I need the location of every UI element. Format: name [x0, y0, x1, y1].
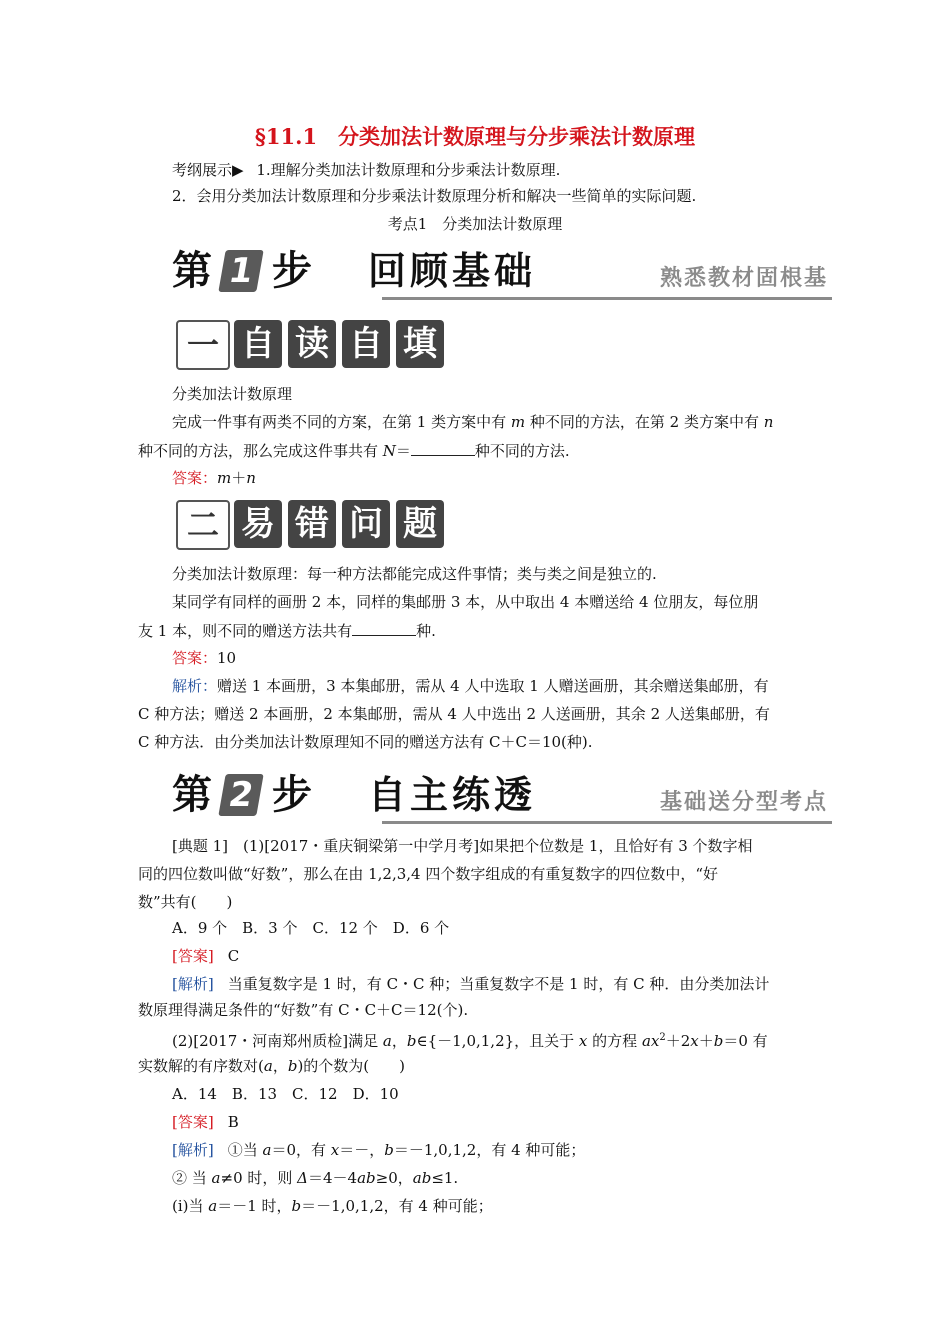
- section1-char: 填: [396, 320, 444, 368]
- answer-value: B: [227, 1113, 239, 1131]
- var-b: b: [384, 1141, 394, 1159]
- step2-suffix: 步: [272, 772, 314, 818]
- page-title: §11.1 分类加法计数原理与分步乘法计数原理: [254, 124, 696, 149]
- s2-question-line-2: [138, 620, 436, 641]
- s2-question-line-1: 某同学有同样的画册 2 本，同样的集邮册 3 本，从中取出 4 本赠送给 4 位朋友，每位朋: [172, 593, 759, 611]
- text: ＝: [395, 442, 411, 460]
- step2-rule: [382, 821, 832, 824]
- var-ax: ax: [641, 1032, 660, 1050]
- var-m: m: [217, 469, 232, 487]
- step1-number: 1: [218, 250, 263, 292]
- q1-analysis-line-1: [172, 974, 769, 994]
- s1-topic: 分类加法计数原理: [172, 385, 293, 403]
- text: 种不同的方法，在第 2 类方案中有: [525, 413, 764, 431]
- text: ＝0 有: [723, 1032, 768, 1050]
- text: ＝0，有: [271, 1141, 331, 1159]
- text: ∈{－1,0,1,2}，且关于: [416, 1032, 579, 1050]
- var-a: a: [211, 1169, 221, 1187]
- section1-banner: [176, 320, 456, 368]
- var-b: b: [406, 1032, 417, 1050]
- q2-answer: [172, 1112, 239, 1132]
- var-b: b: [291, 1197, 302, 1215]
- text: ，: [391, 1032, 407, 1050]
- section2-banner: [176, 500, 456, 548]
- var-ab: ab: [357, 1169, 376, 1187]
- text: )的个数为( ): [297, 1057, 405, 1075]
- step1-prefix: 第: [172, 248, 214, 294]
- q2-analysis-line-2: [172, 1168, 458, 1188]
- var-a: a: [263, 1057, 273, 1075]
- text: ＝－1,0,1,2，有 4 种可能；: [301, 1197, 493, 1215]
- section2-number: 二: [176, 500, 230, 550]
- text: 赠送 1 本画册，3 本集邮册，需从 4 人中选取 1 人赠送画册，其余赠送集邮册，有: [217, 677, 769, 695]
- step1-heading: 回顾基础: [368, 249, 537, 293]
- q1-line-1: [典题 1] (1)[2017・重庆铜梁第一中学月考]如果把个位数是 1，且恰好有 3 个数字相: [172, 837, 753, 855]
- fill-blank: [411, 440, 475, 456]
- var-n: n: [246, 469, 256, 487]
- section2-char: 问: [342, 500, 390, 548]
- outline-line-1: [172, 160, 560, 180]
- section1-number: 一: [176, 320, 230, 370]
- text: ＝－，: [339, 1141, 385, 1159]
- text: 完成一件事有两类不同的方案，在第 1 类方案中有: [172, 413, 511, 431]
- exponent: 2: [659, 1032, 666, 1043]
- text: ＝4－4: [308, 1169, 358, 1187]
- text: ≥0，: [375, 1169, 413, 1187]
- text: 种不同的方法，那么完成这件事共有: [138, 442, 383, 460]
- text: ＋: [698, 1032, 714, 1050]
- text: 友 1 本，则不同的赠送方法共有: [138, 622, 353, 640]
- section1-char: 自: [234, 320, 282, 368]
- q2-analysis-line-1: [172, 1140, 585, 1160]
- analysis-label: [解析]: [172, 975, 214, 993]
- q2-line-1: [172, 1028, 768, 1051]
- q1-line-2: 同的四位数叫做“好数”，那么在由 1,2,3,4 四个数字组成的有重复数字的四位数中，“好: [138, 865, 719, 883]
- text: ② 当: [172, 1169, 212, 1187]
- answer-label: [答案]: [172, 947, 214, 965]
- s2-analysis-line-2: C 种方法；赠送 2 本画册，2 本集邮册，需从 4 人中选出 2 人送画册，其余 2 人送集邮册，有: [138, 705, 770, 723]
- kaodian-heading: 考点1 分类加法计数原理: [387, 215, 563, 233]
- q1-analysis-line-2: 数原理得满足条件的“好数”有 C・C＋C＝12(个).: [138, 1001, 469, 1019]
- s2-principle: 分类加法计数原理：每一种方法都能完成这件事情；类与类之间是独立的.: [172, 565, 657, 583]
- var-delta: Δ: [297, 1169, 308, 1187]
- s2-analysis-line-1: [172, 676, 769, 696]
- step2-banner: [172, 770, 832, 826]
- answer-value: C: [227, 947, 240, 965]
- section2-char: 易: [234, 500, 282, 548]
- q2-analysis-line-3: [172, 1196, 493, 1216]
- section1-char: 读: [288, 320, 336, 368]
- var-m: m: [510, 413, 526, 431]
- text: ＝－1,0,1,2，有 4 种可能；: [393, 1141, 586, 1159]
- text: 种.: [416, 622, 436, 640]
- answer-label: 答案：: [172, 469, 218, 487]
- var-a: a: [208, 1197, 218, 1215]
- text: 的方程: [587, 1032, 642, 1050]
- fill-blank: [352, 620, 416, 636]
- text: ①当: [227, 1141, 263, 1159]
- answer-value: 10: [217, 649, 237, 667]
- s1-para-line-1: [172, 412, 773, 432]
- var-b: b: [287, 1057, 298, 1075]
- text: 种不同的方法.: [474, 442, 570, 460]
- step1-subtitle: 熟悉教材固根基: [659, 266, 828, 291]
- var-x: x: [690, 1032, 699, 1050]
- outline-item-1: 1.理解分类加法计数原理和分步乘法计数原理.: [256, 161, 561, 179]
- s2-answer: [172, 648, 236, 668]
- q1-options: A．9 个 B．3 个 C．12 个 D．6 个: [172, 919, 450, 937]
- step1-banner: [172, 246, 832, 302]
- var-a: a: [262, 1141, 272, 1159]
- analysis-label: [解析]: [172, 1141, 214, 1159]
- q1-line-3: 数”共有( ): [138, 893, 233, 911]
- step2-prefix: 第: [172, 772, 214, 818]
- outline-item-2: 2．会用分类加法计数原理和分步乘法计数原理分析和解决一些简单的实际问题.: [172, 187, 697, 205]
- analysis-label: 解析：: [172, 677, 218, 695]
- text: ＝－1 时，: [217, 1197, 292, 1215]
- q2-options: A．14 B．13 C．12 D．10: [172, 1085, 399, 1103]
- s1-para-line-2: [138, 440, 570, 461]
- var-a: a: [382, 1032, 392, 1050]
- step2-number: 2: [218, 774, 263, 816]
- var-ab: ab: [412, 1169, 432, 1187]
- text: ≤1.: [431, 1169, 459, 1187]
- outline-label: 考纲展示▶: [172, 161, 244, 179]
- q1-answer: [172, 946, 239, 966]
- step2-heading: 自主练透: [368, 773, 537, 817]
- s2-analysis-line-3: C 种方法．由分类加法计数原理知不同的赠送方法有 C＋C＝10(种).: [138, 733, 593, 751]
- var-n: n: [763, 413, 774, 431]
- var-x: x: [330, 1141, 340, 1159]
- section2-char: 题: [396, 500, 444, 548]
- text: (2)[2017・河南郑州质检]满足: [172, 1032, 383, 1050]
- text: ＋2: [665, 1032, 691, 1050]
- text: ，: [272, 1057, 288, 1075]
- text: (ⅰ)当: [172, 1197, 209, 1215]
- section2-char: 错: [288, 500, 336, 548]
- text: 当重复数字是 1 时，有 C・C 种；当重复数字不是 1 时，有 C 种．由分类加法计: [227, 975, 770, 993]
- answer-label: 答案：: [172, 649, 218, 667]
- text: ≠0 时，则: [220, 1169, 298, 1187]
- q2-line-2: [138, 1056, 405, 1076]
- step1-suffix: 步: [272, 248, 314, 294]
- text: ＋: [231, 469, 247, 487]
- section1-char: 自: [342, 320, 390, 368]
- step2-subtitle: 基础送分型考点: [659, 790, 828, 815]
- text: 实数解的有序数对(: [138, 1057, 264, 1075]
- step1-rule: [382, 297, 832, 300]
- s1-answer: [172, 468, 256, 488]
- var-x: x: [578, 1032, 588, 1050]
- answer-label: [答案]: [172, 1113, 214, 1131]
- var-N: N: [382, 442, 396, 460]
- var-b: b: [713, 1032, 724, 1050]
